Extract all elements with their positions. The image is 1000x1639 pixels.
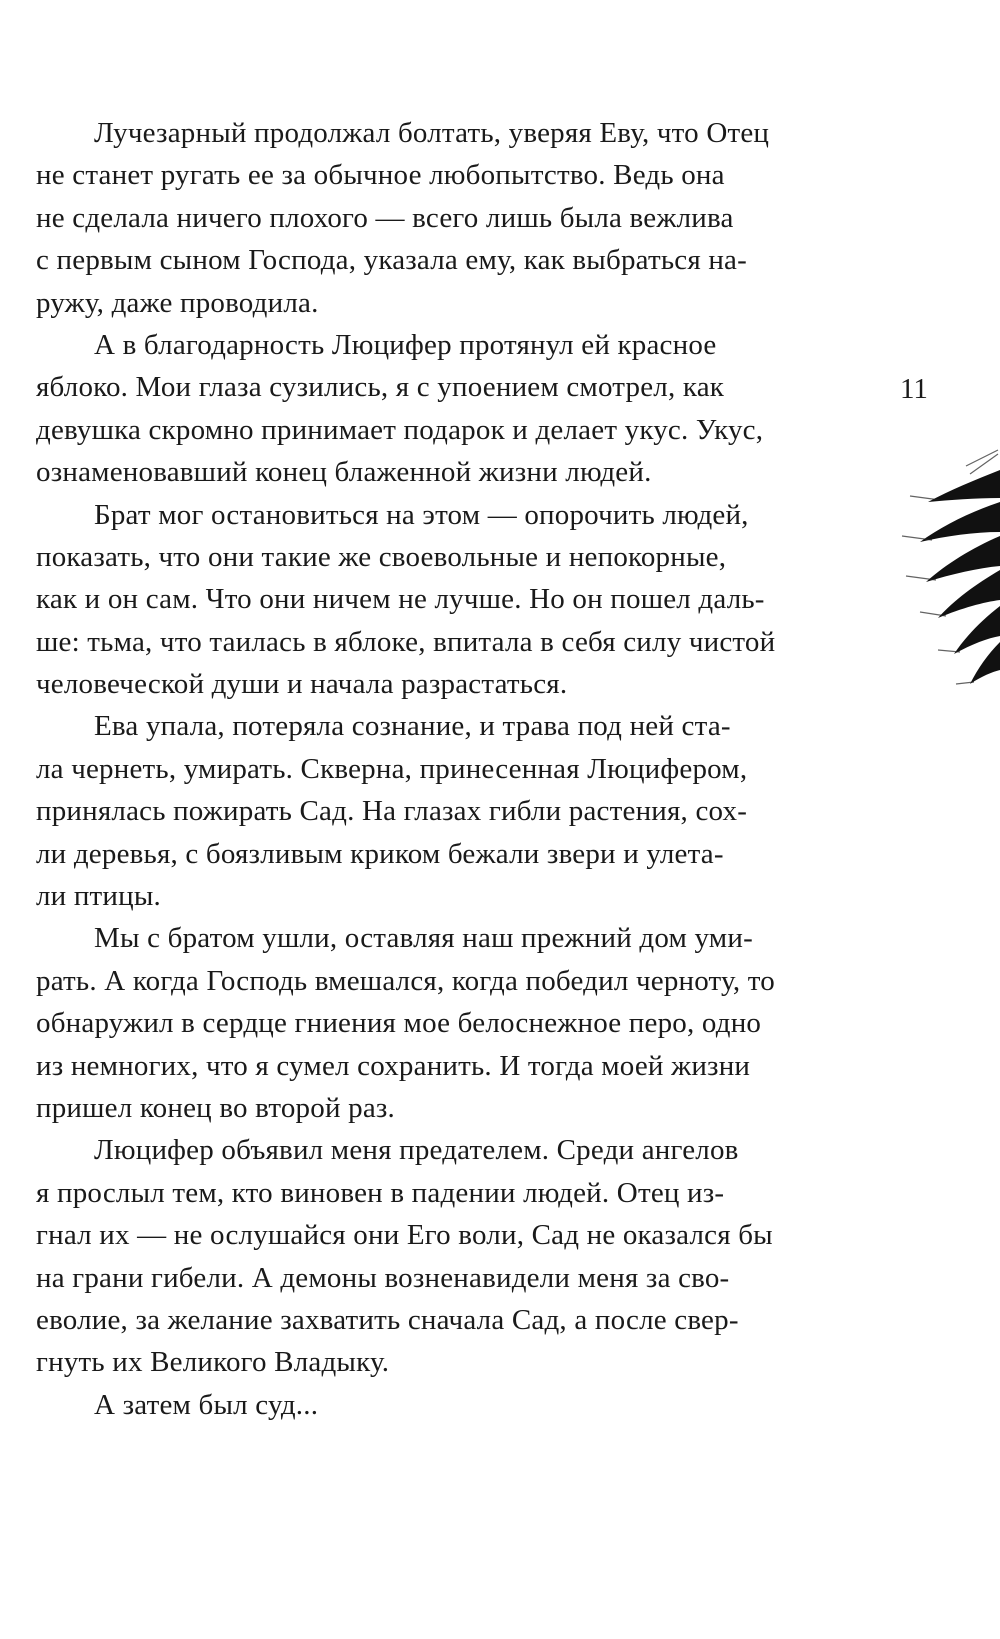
page-number: 11 bbox=[900, 373, 928, 405]
text-line: рать. А когда Господь вмешался, когда победил черноту, то bbox=[36, 964, 775, 997]
text-line: Лучезарный продолжал болтать, уверяя Еву, что Отец bbox=[94, 117, 770, 149]
body-text bbox=[36, 112, 842, 1426]
text-line: я прослыл тем, кто виновен в падении людей. Отец из- bbox=[36, 1176, 725, 1209]
text-line: еволие, за желание захватить сначала Сад, а после свер- bbox=[36, 1303, 739, 1336]
text-line: А затем был суд... bbox=[94, 1388, 319, 1421]
text-line: показать, что они такие же своевольные и непокорные, bbox=[36, 540, 727, 573]
text-line: Люцифер объявил меня предателем. Среди ангелов bbox=[94, 1134, 739, 1167]
text-line: гнуть их Великого Владыку. bbox=[36, 1346, 390, 1379]
text-line: яблоко. Мои глаза сузились, я с упоением смотрел, как bbox=[36, 371, 725, 404]
binding-edge bbox=[0, 0, 4, 1639]
text-line: Мы с братом ушли, оставляя наш прежний дом уми- bbox=[94, 922, 753, 955]
text-line: Ева упала, потеряла сознание, и трава под ней ста- bbox=[94, 710, 731, 743]
text-line: с первым сыном Господа, указала ему, как выбраться на- bbox=[36, 244, 747, 277]
text-line: не станет ругать ее за обычное любопытство. Ведь она bbox=[36, 159, 725, 192]
text-line: обнаружил в сердце гниения мое белоснежное перо, одно bbox=[36, 1007, 762, 1040]
text-line: принялась пожирать Сад. На глазах гибли растения, сох- bbox=[36, 795, 748, 828]
text-line: девушка скромно принимает подарок и делает укус. Укус, bbox=[36, 413, 764, 446]
text-line: как и он сам. Что они ничем не лучше. Но он пошел даль- bbox=[36, 583, 765, 616]
text-line: ше: тьма, что таилась в яблоке, впитала в себя силу чистой bbox=[36, 625, 776, 658]
text-line: не сделала ничего плохого — всего лишь была вежлива bbox=[36, 201, 734, 234]
text-line: Брат мог остановиться на этом — опорочить людей, bbox=[94, 498, 749, 531]
text-line: пришел конец во второй раз. bbox=[36, 1091, 395, 1124]
text-line: на грани гибели. А демоны возненавидели меня за сво- bbox=[36, 1261, 730, 1294]
text-line: ли деревья, с боязливым криком бежали звери и улета- bbox=[36, 837, 724, 870]
text-line: А в благодарность Люцифер протянул ей красное bbox=[94, 328, 717, 361]
text-line: человеческой души и начала разрастаться. bbox=[36, 668, 568, 701]
feather-wing-icon bbox=[880, 440, 1000, 740]
text-line: из немногих, что я сумел сохранить. И тогда моей жизни bbox=[36, 1049, 751, 1082]
text-line: ла чернеть, умирать. Скверна, принесенная Люцифером, bbox=[36, 752, 748, 785]
text-line: ли птицы. bbox=[36, 880, 162, 913]
text-line: гнал их — не ослушайся они Его воли, Сад не оказался бы bbox=[36, 1219, 773, 1252]
text-line: ружу, даже проводила. bbox=[36, 286, 319, 319]
text-line: ознаменовавший конец блаженной жизни людей. bbox=[36, 456, 652, 489]
